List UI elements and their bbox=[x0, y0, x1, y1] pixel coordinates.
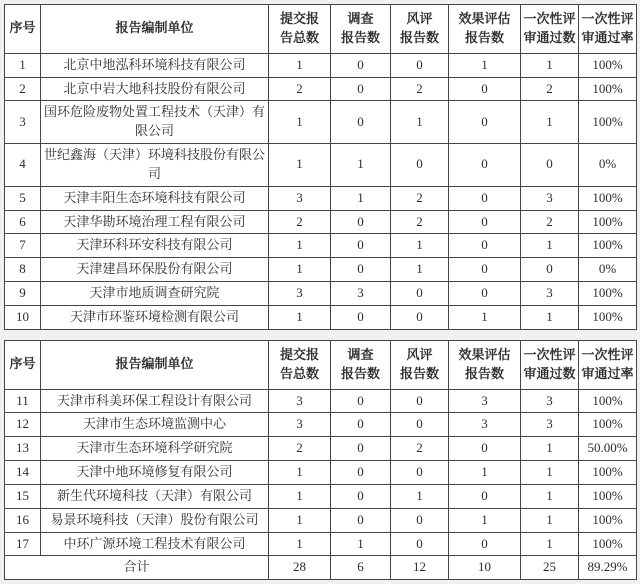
table-header-row bbox=[5, 340, 637, 389]
survey-reports: 1 bbox=[331, 144, 391, 187]
column-header-no: 序号 bbox=[5, 5, 41, 54]
survey-reports: 0 bbox=[331, 508, 391, 532]
survey-reports: 1 bbox=[331, 186, 391, 210]
risk-reports: 1 bbox=[391, 101, 449, 144]
risk-reports: 0 bbox=[391, 508, 449, 532]
effect-reports: 0 bbox=[449, 282, 521, 306]
pass-rate: 100% bbox=[579, 413, 637, 437]
unit-name: 新生代环境科技（天津）有限公司 bbox=[41, 484, 269, 508]
column-header-rate: 一次性评 审通过率 bbox=[579, 5, 637, 54]
total-reports: 1 bbox=[269, 532, 331, 556]
risk-reports: 0 bbox=[391, 53, 449, 77]
passed-count: 1 bbox=[521, 484, 579, 508]
table-row bbox=[5, 413, 637, 437]
total-reports: 1 bbox=[269, 53, 331, 77]
survey-reports: 0 bbox=[331, 461, 391, 485]
row-number: 1 bbox=[5, 53, 41, 77]
total-reports: 1 bbox=[269, 101, 331, 144]
total-reports: 1 bbox=[269, 234, 331, 258]
table-row bbox=[5, 389, 637, 413]
effect-reports: 0 bbox=[449, 234, 521, 258]
total-reports: 1 bbox=[269, 305, 331, 329]
survey-reports: 0 bbox=[331, 413, 391, 437]
passed-count: 3 bbox=[521, 282, 579, 306]
unit-name: 北京中地泓科环境科技有限公司 bbox=[41, 53, 269, 77]
survey-reports-sum: 6 bbox=[331, 556, 391, 580]
pass-rate: 100% bbox=[579, 234, 637, 258]
risk-reports: 2 bbox=[391, 186, 449, 210]
survey-reports: 0 bbox=[331, 53, 391, 77]
pass-rate: 100% bbox=[579, 53, 637, 77]
row-number: 7 bbox=[5, 234, 41, 258]
passed-count: 1 bbox=[521, 461, 579, 485]
effect-reports: 0 bbox=[449, 101, 521, 144]
passed-count: 1 bbox=[521, 437, 579, 461]
unit-name: 天津环科环安科技有限公司 bbox=[41, 234, 269, 258]
total-reports: 1 bbox=[269, 508, 331, 532]
passed-count: 1 bbox=[521, 53, 579, 77]
pass-rate: 100% bbox=[579, 389, 637, 413]
column-header-passed: 一次性评 审通过数 bbox=[521, 5, 579, 54]
unit-name: 北京中岩大地科技股份有限公司 bbox=[41, 77, 269, 101]
column-header-passed: 一次性评 审通过数 bbox=[521, 340, 579, 389]
effect-reports: 0 bbox=[449, 186, 521, 210]
total-reports: 1 bbox=[269, 461, 331, 485]
total-reports: 3 bbox=[269, 389, 331, 413]
risk-reports: 0 bbox=[391, 461, 449, 485]
total-reports: 3 bbox=[269, 413, 331, 437]
column-header-survey: 调查 报告数 bbox=[331, 5, 391, 54]
risk-reports: 0 bbox=[391, 413, 449, 437]
column-header-effect: 效果评估 报告数 bbox=[449, 340, 521, 389]
column-header-total: 提交报 告总数 bbox=[269, 5, 331, 54]
risk-reports: 0 bbox=[391, 144, 449, 187]
passed-count: 3 bbox=[521, 186, 579, 210]
unit-name: 世纪鑫海（天津）环境科技股份有限公司 bbox=[41, 144, 269, 187]
risk-reports: 2 bbox=[391, 77, 449, 101]
pass-rate: 100% bbox=[579, 282, 637, 306]
risk-reports: 0 bbox=[391, 532, 449, 556]
pass-rate: 100% bbox=[579, 77, 637, 101]
effect-reports-sum: 10 bbox=[449, 556, 521, 580]
pass-rate: 100% bbox=[579, 305, 637, 329]
row-number: 4 bbox=[5, 144, 41, 187]
pass-rate: 100% bbox=[579, 210, 637, 234]
report-table-1 bbox=[4, 4, 637, 330]
passed-count: 1 bbox=[521, 234, 579, 258]
row-number: 10 bbox=[5, 305, 41, 329]
pass-rate: 100% bbox=[579, 508, 637, 532]
passed-count: 0 bbox=[521, 144, 579, 187]
column-header-rate: 一次性评 审通过率 bbox=[579, 340, 637, 389]
column-header-no: 序号 bbox=[5, 340, 41, 389]
row-number: 6 bbox=[5, 210, 41, 234]
total-row-label: 合计 bbox=[5, 556, 269, 580]
passed-count: 3 bbox=[521, 413, 579, 437]
effect-reports: 3 bbox=[449, 413, 521, 437]
effect-reports: 0 bbox=[449, 144, 521, 187]
survey-reports: 0 bbox=[331, 305, 391, 329]
table-row bbox=[5, 484, 637, 508]
column-header-survey: 调查 报告数 bbox=[331, 340, 391, 389]
total-reports: 1 bbox=[269, 484, 331, 508]
pass-rate: 100% bbox=[579, 186, 637, 210]
pass-rate-overall: 89.29% bbox=[579, 556, 637, 580]
pass-rate: 100% bbox=[579, 532, 637, 556]
column-header-risk: 风评 报告数 bbox=[391, 340, 449, 389]
row-number: 12 bbox=[5, 413, 41, 437]
table-row bbox=[5, 258, 637, 282]
effect-reports: 1 bbox=[449, 53, 521, 77]
passed-count-sum: 25 bbox=[521, 556, 579, 580]
table-row bbox=[5, 234, 637, 258]
table-row bbox=[5, 305, 637, 329]
column-header-unit: 报告编制单位 bbox=[41, 340, 269, 389]
table-row bbox=[5, 461, 637, 485]
total-reports: 3 bbox=[269, 186, 331, 210]
unit-name: 天津市科美环保工程设计有限公司 bbox=[41, 389, 269, 413]
survey-reports: 0 bbox=[331, 210, 391, 234]
unit-name: 国环危险废物处置工程技术（天津）有限公司 bbox=[41, 101, 269, 144]
row-number: 14 bbox=[5, 461, 41, 485]
column-header-effect: 效果评估 报告数 bbox=[449, 5, 521, 54]
passed-count: 1 bbox=[521, 101, 579, 144]
unit-name: 天津华勘环境治理工程有限公司 bbox=[41, 210, 269, 234]
effect-reports: 3 bbox=[449, 389, 521, 413]
table-row bbox=[5, 210, 637, 234]
risk-reports-sum: 12 bbox=[391, 556, 449, 580]
passed-count: 2 bbox=[521, 77, 579, 101]
report-table-2 bbox=[4, 340, 637, 580]
effect-reports: 1 bbox=[449, 461, 521, 485]
survey-reports: 0 bbox=[331, 389, 391, 413]
unit-name: 易景环境科技（天津）股份有限公司 bbox=[41, 508, 269, 532]
unit-name: 天津建昌环保股份有限公司 bbox=[41, 258, 269, 282]
unit-name: 天津中地环境修复有限公司 bbox=[41, 461, 269, 485]
table-row bbox=[5, 186, 637, 210]
pass-rate: 0% bbox=[579, 144, 637, 187]
effect-reports: 0 bbox=[449, 532, 521, 556]
unit-name: 天津市生态环境科学研究院 bbox=[41, 437, 269, 461]
table-row bbox=[5, 144, 637, 187]
row-number: 5 bbox=[5, 186, 41, 210]
unit-name: 天津市地质调查研究院 bbox=[41, 282, 269, 306]
pass-rate: 50.00% bbox=[579, 437, 637, 461]
table-header-row bbox=[5, 5, 637, 54]
unit-name: 天津市生态环境监测中心 bbox=[41, 413, 269, 437]
passed-count: 3 bbox=[521, 389, 579, 413]
column-header-unit: 报告编制单位 bbox=[41, 5, 269, 54]
column-header-total: 提交报 告总数 bbox=[269, 340, 331, 389]
risk-reports: 0 bbox=[391, 282, 449, 306]
total-reports: 1 bbox=[269, 144, 331, 187]
survey-reports: 3 bbox=[331, 282, 391, 306]
survey-reports: 0 bbox=[331, 77, 391, 101]
passed-count: 1 bbox=[521, 305, 579, 329]
row-number: 8 bbox=[5, 258, 41, 282]
total-reports-sum: 28 bbox=[269, 556, 331, 580]
survey-reports: 0 bbox=[331, 258, 391, 282]
pass-rate: 100% bbox=[579, 101, 637, 144]
risk-reports: 1 bbox=[391, 484, 449, 508]
passed-count: 0 bbox=[521, 258, 579, 282]
survey-reports: 0 bbox=[331, 437, 391, 461]
effect-reports: 0 bbox=[449, 437, 521, 461]
total-reports: 1 bbox=[269, 258, 331, 282]
effect-reports: 1 bbox=[449, 305, 521, 329]
survey-reports: 0 bbox=[331, 101, 391, 144]
effect-reports: 0 bbox=[449, 77, 521, 101]
effect-reports: 0 bbox=[449, 484, 521, 508]
risk-reports: 1 bbox=[391, 258, 449, 282]
row-number: 9 bbox=[5, 282, 41, 306]
survey-reports: 1 bbox=[331, 532, 391, 556]
total-reports: 2 bbox=[269, 210, 331, 234]
pass-rate: 100% bbox=[579, 461, 637, 485]
passed-count: 2 bbox=[521, 210, 579, 234]
risk-reports: 0 bbox=[391, 389, 449, 413]
effect-reports: 0 bbox=[449, 258, 521, 282]
row-number: 3 bbox=[5, 101, 41, 144]
total-reports: 2 bbox=[269, 437, 331, 461]
risk-reports: 1 bbox=[391, 234, 449, 258]
table-row bbox=[5, 77, 637, 101]
total-row bbox=[5, 556, 637, 580]
risk-reports: 2 bbox=[391, 210, 449, 234]
column-header-risk: 风评 报告数 bbox=[391, 5, 449, 54]
table-row bbox=[5, 437, 637, 461]
risk-reports: 2 bbox=[391, 437, 449, 461]
effect-reports: 1 bbox=[449, 508, 521, 532]
table-row bbox=[5, 508, 637, 532]
row-number: 16 bbox=[5, 508, 41, 532]
row-number: 2 bbox=[5, 77, 41, 101]
row-number: 13 bbox=[5, 437, 41, 461]
row-number: 15 bbox=[5, 484, 41, 508]
survey-reports: 0 bbox=[331, 234, 391, 258]
total-reports: 2 bbox=[269, 77, 331, 101]
table-row bbox=[5, 282, 637, 306]
table-row bbox=[5, 101, 637, 144]
effect-reports: 0 bbox=[449, 210, 521, 234]
unit-name: 天津市环鉴环境检测有限公司 bbox=[41, 305, 269, 329]
row-number: 17 bbox=[5, 532, 41, 556]
pass-rate: 100% bbox=[579, 484, 637, 508]
row-number: 11 bbox=[5, 389, 41, 413]
passed-count: 1 bbox=[521, 532, 579, 556]
table-row bbox=[5, 53, 637, 77]
unit-name: 中环广源环境工程技术有限公司 bbox=[41, 532, 269, 556]
survey-reports: 0 bbox=[331, 484, 391, 508]
unit-name: 天津丰阳生态环境科技有限公司 bbox=[41, 186, 269, 210]
total-reports: 3 bbox=[269, 282, 331, 306]
pass-rate: 0% bbox=[579, 258, 637, 282]
table-row bbox=[5, 532, 637, 556]
risk-reports: 0 bbox=[391, 305, 449, 329]
passed-count: 1 bbox=[521, 508, 579, 532]
